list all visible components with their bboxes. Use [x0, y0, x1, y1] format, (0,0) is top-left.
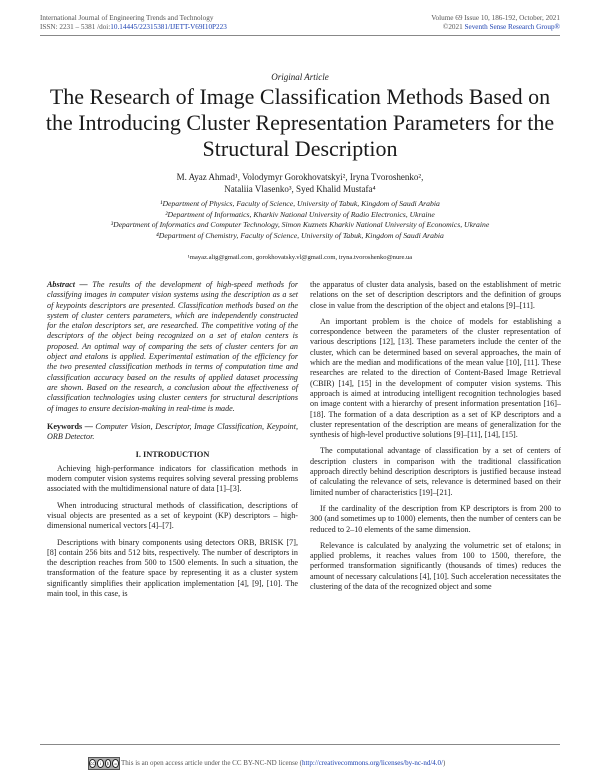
author-emails: ¹mayaz.alig@gmail.com, gorokhovatsky.vl@gmail.com, iryna.tvoroshenko@nure.ua: [187, 254, 413, 261]
paragraph: The computational advantage of classification by a set of centers of description clusters in comparison with the traditional classification approach directly behind description descriptors is justified because instead of calculating the relevance of sets, relevance is determined based on their limited number of characteristics [19]–[21].: [310, 446, 561, 497]
doi-link[interactable]: 10.14445/22315381/IJETT-V69I10P223: [110, 23, 227, 31]
running-header-left: [40, 14, 227, 32]
nc-icon: $: [105, 759, 112, 768]
affiliations: [20, 199, 580, 242]
paragraph: Relevance is calculated by analyzing the volumetric set of etalons; in applied problems, it reaches values from 100 to 1500, therefore, the performed transformation significantly (thousands of times) reduces the amount of necessary calculations [4], [10]. Such acceleration necessitates the clustering of the data of the recognized object and some: [310, 540, 561, 592]
authors-line-1: M. Ayaz Ahmad¹, Volodymyr Gorokhovatskyi², Iryna Tvoroshenko²,: [176, 172, 424, 182]
paragraph: Descriptions with binary components using detectors ORB, BRISK [7], [8] contain 256 bits and 512 bits, respectively. The number of descriptors in the description reaches from 500 to 1500 elements. In such a situation, the transformation of the feature space by representing it as a cluster system significantly simplifies their application implementation [4], [9], [10]. The main tool, in this case, is: [47, 537, 298, 599]
abstract-text: The results of the development of high-speed methods for classifying images in computer vision systems using the description as a set of keypoints descriptors are presented. Classification methods based on the system of cluster centers parameters, which are independently constructed for the etalon descriptors set, are researched. The competitive voting of the descriptors of the object being recognized on a set of etalon centers is proposed. An optimal way of comparing the sets of cluster centers for an object and etalons is applied. Experimental estimation of the efficiency for the two presented classification methods in terms of computation time and classification accuracy based on the results of applied dataset processing are shown. Based on the research, a conclusion about the effectiveness of classification technologies using cluster centers for structural descriptions of images to ensure decision-making in real-time is made.: [47, 280, 299, 413]
cc-circle-icon: cc: [90, 761, 95, 766]
author-list: [60, 172, 540, 195]
affiliation-3: ³Department of Informatics and Computer Technology, Simon Kuznets Kharkiv National University of Economics, Ukraine: [110, 220, 490, 230]
copyright: [431, 23, 560, 32]
abstract-label: Abstract —: [47, 280, 88, 289]
footer-divider: [40, 744, 560, 745]
license-suffix: ): [443, 759, 446, 767]
license-prefix: This is an open access article under the CC BY-NC-ND license (: [121, 759, 302, 767]
cc-license-icon[interactable]: [88, 757, 120, 770]
authors-line-2: Nataliia Vlasenko³, Syed Khalid Mustafa⁴: [224, 183, 376, 194]
keywords-label: Keywords —: [47, 421, 93, 431]
by-person-icon: i: [97, 759, 104, 768]
paragraph: Achieving high-performance indicators for classification methods in modern computer vision systems requires solving several pressing problems associated with the multidimensional nature of data [1]–[3].: [47, 463, 298, 494]
nd-icon: =: [113, 761, 118, 766]
paragraph: If the cardinality of the description from KP descriptors is from 200 to 300 (and sometimes up to 1000) elements, then the number of centers can be reduced to 2–10 elements of the same dimension.: [310, 503, 561, 534]
paragraph: the apparatus of cluster data analysis, based on the establishment of metric relations on the set of description descriptors and the definition of groups close in value from the description of the object and etalons [9]–[11].: [310, 280, 561, 310]
volume-info: Volume 69 Issue 10, 186-192, October, 2021: [431, 14, 560, 22]
article-type: Original Article: [271, 72, 329, 82]
publisher-link[interactable]: Seventh Sense Research Group®: [464, 23, 560, 31]
running-header-right: [431, 14, 560, 32]
issn-prefix: ISSN: 2231 – 5381 /doi:: [40, 23, 111, 31]
paragraph: When introducing structural methods of classification, descriptions of visual objects are presented as a set of keypoint (KP) descriptors – high-dimensional numerical vectors [4]–[7].: [47, 500, 298, 531]
journal-name: International Journal of Engineering Trends and Technology: [40, 14, 214, 22]
header-divider: [40, 35, 560, 36]
affiliation-2: ²Department of Informatics, Kharkiv National University of Radio Electronics, Ukraine: [165, 209, 435, 219]
issn-doi: [40, 23, 227, 32]
right-column: [310, 280, 561, 598]
affiliation-4: ⁴Department of Chemistry, Faculty of Science, University of Tabuk, Kingdom of Saudi Arabia: [156, 231, 444, 241]
abstract: [47, 280, 298, 414]
paragraph: An important problem is the choice of models for establishing a correspondence between the parameters of the cluster representation of various descriptions [12], [13]. These parameters include the center of the cluster, which can be determined based on several approaches, the main of which are the median and modifications of the mean value [10], [11]. These researches are related to the direction of Content-Based Image Retrieval (CBIR) [14], [15] in the development of computer vision systems. This approach is aimed at introducing intelligent recognition technologies based on image content with a hierarchy of present information presentation [16]–[18]. The formation of a data description as a set of KP descriptors and a cluster representation of the description are means of generalization for the synthesis of high-level productive solutions [9]–[11], [14], [15].: [310, 316, 561, 440]
license-text: [121, 759, 445, 767]
section-heading: I. INTRODUCTION: [135, 450, 210, 460]
license-link[interactable]: http://creativecommons.org/licenses/by-nc-nd/4.0/: [301, 759, 443, 767]
left-column: [47, 280, 298, 605]
affiliation-1: ¹Department of Physics, Faculty of Science, University of Tabuk, Kingdom of Saudi Arabia: [160, 199, 440, 208]
keywords: [47, 422, 298, 443]
paper-title: The Research of Image Classification Methods Based on the Introducing Cluster Representation Parameters for the Structural Description: [45, 84, 555, 161]
keywords-text: Computer Vision, Descriptor, Image Classification, Keypoint, ORB Detector.: [47, 421, 298, 442]
copyright-prefix: ©2021: [442, 23, 465, 31]
